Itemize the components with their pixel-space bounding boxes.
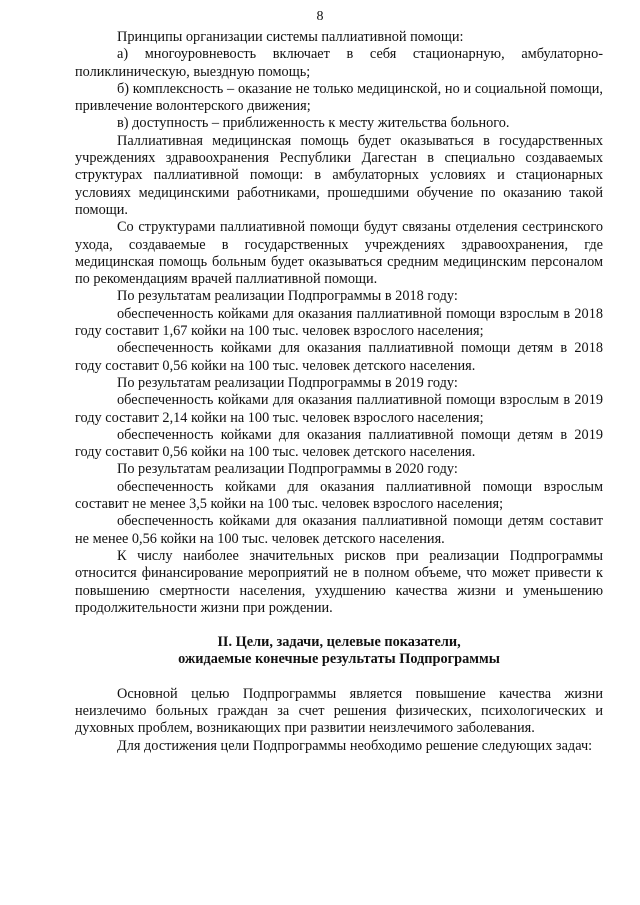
paragraph: обеспеченность койками для оказания паллиативной помощи взрослым в 2018 году составит 1,67 койки на 100 тыс. человек взрослого населения; bbox=[75, 305, 603, 340]
paragraph: По результатам реализации Подпрограммы в 2019 году: bbox=[117, 374, 458, 391]
spacer bbox=[75, 669, 603, 686]
paragraph: По результатам реализации Подпрограммы в 2020 году: bbox=[117, 461, 458, 478]
paragraph: обеспеченность койками для оказания паллиативной помощи детям в 2019 году составит 0,56 койки на 100 тыс. человек детского населения. bbox=[75, 426, 603, 461]
paragraph: а) многоуровневость включает в себя стационарную, амбулаторно-поликлиническую, выездную помощь; bbox=[75, 46, 603, 80]
spacer bbox=[75, 617, 603, 634]
paragraph: б) комплексность – оказание не только медицинской, но и социальной помощи, привлечение волонтерского движения; bbox=[75, 80, 603, 115]
paragraph: К числу наиболее значительных рисков при реализации Подпрограммы относится финансирование мероприятий не в полном объеме, что может привести к повышению смертности населения, ухудшению качества жизни и уменьшению продолжительности жизни при рождении. bbox=[75, 547, 603, 616]
paragraph: Для достижения цели Подпрограммы необходимо решение следующих задач: bbox=[117, 737, 593, 754]
section-heading-line1: II. Цели, задачи, целевые показатели, bbox=[217, 634, 461, 651]
paragraph: Со структурами паллиативной помощи будут связаны отделения сестринского ухода, создаваемые в государственных учреждениях здравоохранения, где медицинская помощь больным будет оказываться средним медицинским персоналом по рекомендациям врачей паллиативной помощи. bbox=[75, 219, 603, 288]
paragraph: Паллиативная медицинская помощь будет оказываться в государственных учреждениях здравоохранения Республики Дагестан в специально создаваемых структурах паллиативной помощи: в амбулаторных условиях и стационарных условиях медицинскими работниками, прошедшими обучение по оказанию такой помощи. bbox=[75, 132, 603, 218]
paragraph: По результатам реализации Подпрограммы в 2018 году: bbox=[117, 288, 458, 305]
document-body bbox=[75, 29, 603, 755]
section-heading-line2: ожидаемые конечные результаты Подпрограммы bbox=[178, 651, 500, 668]
paragraph: обеспеченность койками для оказания паллиативной помощи детям в 2018 году составит 0,56 койки на 100 тыс. человек детского населения. bbox=[75, 340, 603, 374]
paragraph: обеспеченность койками для оказания паллиативной помощи детям составит не менее 0,56 койки на 100 тыс. человек детского населения. bbox=[75, 513, 603, 547]
paragraph: обеспеченность койками для оказания паллиативной помощи взрослым составит не менее 3,5 койки на 100 тыс. человек взрослого населения; bbox=[75, 478, 603, 513]
page-number: 8 bbox=[316, 9, 324, 24]
paragraph: Принципы организации системы паллиативной помощи: bbox=[117, 29, 464, 45]
paragraph: Основной целью Подпрограммы является повышение качества жизни неизлечимо больных граждан за счет решения физических, психологических и духовных проблем, возникающих при развитии неизлечимого заболевания. bbox=[75, 685, 603, 737]
paragraph: в) доступность – приближенность к месту жительства больного. bbox=[117, 115, 510, 132]
paragraph: обеспеченность койками для оказания паллиативной помощи взрослым в 2019 году составит 2,14 койки на 100 тыс. человек взрослого населения; bbox=[75, 392, 603, 426]
